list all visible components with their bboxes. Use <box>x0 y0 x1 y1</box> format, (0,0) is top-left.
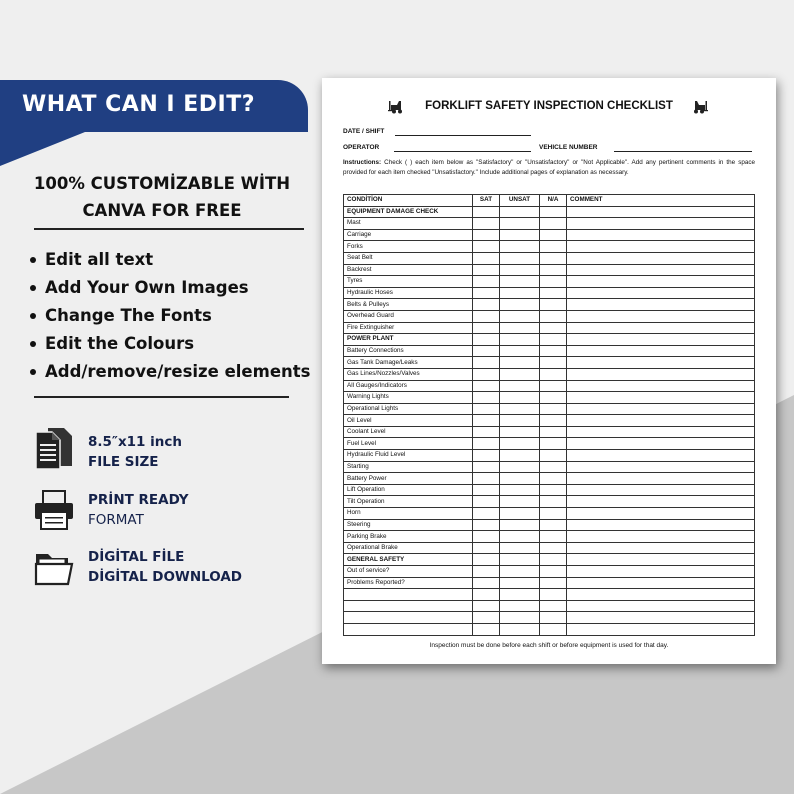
bullet-dot-icon <box>30 257 36 263</box>
printer-icon <box>34 490 74 530</box>
unsat-cell[interactable] <box>500 508 540 520</box>
comment-cell[interactable] <box>567 623 755 635</box>
table-row <box>344 241 755 253</box>
sat-cell[interactable] <box>473 531 500 543</box>
unsat-cell[interactable] <box>500 229 540 241</box>
sat-cell[interactable] <box>473 461 500 473</box>
unsat-cell[interactable] <box>500 426 540 438</box>
unsat-cell <box>500 554 540 566</box>
col-unsat: UNSAT <box>500 195 540 207</box>
table-row <box>344 577 755 589</box>
sat-cell <box>473 554 500 566</box>
na-cell[interactable] <box>540 438 567 450</box>
comment-cell[interactable] <box>567 403 755 415</box>
comment-cell[interactable] <box>567 450 755 462</box>
comment-cell[interactable] <box>567 473 755 485</box>
unsat-cell[interactable] <box>500 542 540 554</box>
bullet-dot-icon <box>30 313 36 319</box>
comment-cell[interactable] <box>567 438 755 450</box>
table-row <box>344 218 755 230</box>
comment-cell[interactable] <box>567 612 755 624</box>
condition-label: Fire Extinguisher <box>344 322 473 334</box>
comment-cell[interactable] <box>567 426 755 438</box>
condition-label: Warning Lights <box>344 392 473 404</box>
comment-cell[interactable] <box>567 357 755 369</box>
comment-cell[interactable] <box>567 600 755 612</box>
comment-cell[interactable] <box>567 566 755 578</box>
condition-label: Oil Level <box>344 415 473 427</box>
feature-print-ready: PRİNT READY FORMAT <box>88 492 189 528</box>
na-cell <box>540 334 567 346</box>
table-row <box>344 252 755 264</box>
bullet-dot-icon <box>30 285 36 291</box>
unsat-cell[interactable] <box>500 345 540 357</box>
sat-cell[interactable] <box>473 415 500 427</box>
unsat-cell[interactable] <box>500 496 540 508</box>
date-shift-line[interactable] <box>395 135 531 136</box>
bullet-dot-icon <box>30 369 36 375</box>
table-row <box>344 450 755 462</box>
comment-cell[interactable] <box>567 252 755 264</box>
comment-cell <box>567 334 755 346</box>
comment-cell[interactable] <box>567 484 755 496</box>
table-row <box>344 322 755 334</box>
table-row <box>344 426 755 438</box>
na-cell[interactable] <box>540 426 567 438</box>
comment-cell[interactable] <box>567 264 755 276</box>
table-row <box>344 600 755 612</box>
banner-title: WHAT CAN I EDIT? <box>22 92 255 117</box>
na-cell[interactable] <box>540 484 567 496</box>
na-cell[interactable] <box>540 450 567 462</box>
unsat-cell[interactable] <box>500 368 540 380</box>
table-row <box>344 380 755 392</box>
checklist-title: FORKLIFT SAFETY INSPECTION CHECKLIST <box>425 100 673 112</box>
na-cell[interactable] <box>540 322 567 334</box>
condition-label: Operational Lights <box>344 403 473 415</box>
na-cell[interactable] <box>540 496 567 508</box>
na-cell[interactable] <box>540 461 567 473</box>
condition-label: Fuel Level <box>344 438 473 450</box>
table-row <box>344 438 755 450</box>
unsat-cell[interactable] <box>500 438 540 450</box>
condition-label: Hydraulic Hoses <box>344 287 473 299</box>
na-cell[interactable] <box>540 519 567 531</box>
unsat-cell[interactable] <box>500 531 540 543</box>
unsat-cell[interactable] <box>500 450 540 462</box>
comment-cell <box>567 554 755 566</box>
unsat-cell[interactable] <box>500 276 540 288</box>
comment-cell[interactable] <box>567 310 755 322</box>
unsat-cell[interactable] <box>500 380 540 392</box>
bullet-item: Change The Fonts <box>30 302 310 330</box>
unsat-cell[interactable] <box>500 310 540 322</box>
na-cell[interactable] <box>540 600 567 612</box>
comment-cell <box>567 206 755 218</box>
vehicle-number-label: VEHICLE NUMBER <box>539 144 598 151</box>
unsat-cell[interactable] <box>500 403 540 415</box>
operator-label: OPERATOR <box>343 144 380 151</box>
comment-cell[interactable] <box>567 589 755 601</box>
na-cell[interactable] <box>540 368 567 380</box>
sat-cell[interactable] <box>473 368 500 380</box>
na-cell[interactable] <box>540 508 567 520</box>
na-cell[interactable] <box>540 380 567 392</box>
unsat-cell[interactable] <box>500 577 540 589</box>
bullet-dot-icon <box>30 341 36 347</box>
col-na: N/A <box>540 195 567 207</box>
condition-label: Problems Reported? <box>344 577 473 589</box>
table-row <box>344 612 755 624</box>
unsat-cell[interactable] <box>500 566 540 578</box>
na-cell[interactable] <box>540 623 567 635</box>
sat-cell[interactable] <box>473 380 500 392</box>
bullet-item: Edit all text <box>30 246 310 274</box>
na-cell[interactable] <box>540 310 567 322</box>
sat-cell[interactable] <box>473 566 500 578</box>
comment-cell[interactable] <box>567 519 755 531</box>
na-cell[interactable] <box>540 218 567 230</box>
condition-label <box>344 600 473 612</box>
unsat-cell[interactable] <box>500 357 540 369</box>
condition-label: Battery Connections <box>344 345 473 357</box>
unsat-cell[interactable] <box>500 473 540 485</box>
section-label: POWER PLANT <box>344 334 473 346</box>
bullet-item: Add Your Own Images <box>30 274 310 302</box>
unsat-cell[interactable] <box>500 600 540 612</box>
comment-cell[interactable] <box>567 322 755 334</box>
na-cell[interactable] <box>540 229 567 241</box>
table-row <box>344 531 755 543</box>
sat-cell[interactable] <box>473 519 500 531</box>
table-row <box>344 264 755 276</box>
na-cell[interactable] <box>540 403 567 415</box>
sat-cell <box>473 334 500 346</box>
comment-cell[interactable] <box>567 542 755 554</box>
na-cell[interactable] <box>540 542 567 554</box>
sat-cell[interactable] <box>473 577 500 589</box>
table-row <box>344 415 755 427</box>
unsat-cell[interactable] <box>500 484 540 496</box>
sat-cell[interactable] <box>473 276 500 288</box>
condition-label: Horn <box>344 508 473 520</box>
sat-cell[interactable] <box>473 438 500 450</box>
sat-cell[interactable] <box>473 600 500 612</box>
sat-cell[interactable] <box>473 252 500 264</box>
table-row <box>344 461 755 473</box>
sat-cell[interactable] <box>473 426 500 438</box>
table-row <box>344 229 755 241</box>
na-cell[interactable] <box>540 473 567 485</box>
condition-label <box>344 623 473 635</box>
comment-cell[interactable] <box>567 218 755 230</box>
subtitle-line-2: CANVA FOR FREE <box>82 201 242 220</box>
sat-cell[interactable] <box>473 310 500 322</box>
na-cell[interactable] <box>540 252 567 264</box>
na-cell[interactable] <box>540 345 567 357</box>
na-cell[interactable] <box>540 276 567 288</box>
instructions: Instructions: Check ( ) each item below as "Satisfactory" or "Unsatisfactory" or "Not Applicable". Add any pertinent comments in the space provided for each item checked "Unsatisfactory." Include additional pages of explanation as necessary. <box>343 159 756 177</box>
sat-cell[interactable] <box>473 623 500 635</box>
sat-cell[interactable] <box>473 218 500 230</box>
condition-label: Tilt Operation <box>344 496 473 508</box>
sat-cell[interactable] <box>473 450 500 462</box>
na-cell[interactable] <box>540 589 567 601</box>
unsat-cell <box>500 206 540 218</box>
col-sat: SAT <box>473 195 500 207</box>
comment-cell[interactable] <box>567 508 755 520</box>
divider-bottom <box>34 396 289 398</box>
sat-cell[interactable] <box>473 241 500 253</box>
comment-cell[interactable] <box>567 287 755 299</box>
na-cell <box>540 206 567 218</box>
comment-cell[interactable] <box>567 368 755 380</box>
section-row <box>344 554 755 566</box>
condition-label: Steering <box>344 519 473 531</box>
condition-label: Hydraulic Fluid Level <box>344 450 473 462</box>
condition-label: Tyres <box>344 276 473 288</box>
table-row <box>344 392 755 404</box>
na-cell <box>540 554 567 566</box>
table-header-row <box>344 195 755 207</box>
table-row <box>344 357 755 369</box>
unsat-cell[interactable] <box>500 218 540 230</box>
unsat-cell[interactable] <box>500 287 540 299</box>
comment-cell[interactable] <box>567 345 755 357</box>
unsat-cell[interactable] <box>500 612 540 624</box>
feature-digital-file: DİGİTAL FİLE DİGİTAL DOWNLOAD <box>88 549 243 585</box>
table-row <box>344 276 755 288</box>
condition-label: Operational Brake <box>344 542 473 554</box>
condition-label: Forks <box>344 241 473 253</box>
table-row <box>344 542 755 554</box>
na-cell[interactable] <box>540 264 567 276</box>
na-cell[interactable] <box>540 287 567 299</box>
unsat-cell[interactable] <box>500 241 540 253</box>
na-cell[interactable] <box>540 415 567 427</box>
date-shift-label: DATE / SHIFT <box>343 128 385 135</box>
comment-cell[interactable] <box>567 496 755 508</box>
checklist-page <box>322 78 776 664</box>
condition-label: Starting <box>344 461 473 473</box>
condition-label: Coolant Level <box>344 426 473 438</box>
condition-label: Belts & Pulleys <box>344 299 473 311</box>
sat-cell[interactable] <box>473 473 500 485</box>
table-row <box>344 368 755 380</box>
na-cell[interactable] <box>540 299 567 311</box>
condition-label: Out of service? <box>344 566 473 578</box>
sat-cell[interactable] <box>473 484 500 496</box>
comment-cell[interactable] <box>567 392 755 404</box>
unsat-cell[interactable] <box>500 322 540 334</box>
section-row <box>344 206 755 218</box>
condition-label: Battery Power <box>344 473 473 485</box>
comment-cell[interactable] <box>567 531 755 543</box>
unsat-cell[interactable] <box>500 299 540 311</box>
table-row <box>344 310 755 322</box>
divider-top <box>34 228 304 230</box>
condition-label: Lift Operation <box>344 484 473 496</box>
footer-note: Inspection must be done before each shift or before equipment is used for that day. <box>429 642 669 649</box>
table-row <box>344 508 755 520</box>
unsat-cell[interactable] <box>500 415 540 427</box>
folder-icon <box>34 550 74 586</box>
bullet-item: Add/remove/resize elements <box>30 358 310 386</box>
sat-cell <box>473 206 500 218</box>
na-cell[interactable] <box>540 612 567 624</box>
condition-label: Carriage <box>344 229 473 241</box>
unsat-cell[interactable] <box>500 392 540 404</box>
na-cell[interactable] <box>540 566 567 578</box>
subtitle-line-1: 100% CUSTOMİZABLE WİTH <box>33 174 291 193</box>
na-cell[interactable] <box>540 577 567 589</box>
sat-cell[interactable] <box>473 403 500 415</box>
unsat-cell[interactable] <box>500 252 540 264</box>
condition-label: Seat Belt <box>344 252 473 264</box>
unsat-cell[interactable] <box>500 264 540 276</box>
condition-label <box>344 589 473 601</box>
condition-label: Gas Lines/Nozzles/Valves <box>344 368 473 380</box>
comment-cell[interactable] <box>567 299 755 311</box>
sat-cell[interactable] <box>473 299 500 311</box>
na-cell[interactable] <box>540 357 567 369</box>
table-row <box>344 403 755 415</box>
promo-banner-tail <box>0 130 90 166</box>
condition-label: Gas Tank Damage/Leaks <box>344 357 473 369</box>
sat-cell[interactable] <box>473 589 500 601</box>
table-row <box>344 299 755 311</box>
section-row <box>344 334 755 346</box>
comment-cell[interactable] <box>567 415 755 427</box>
table-row <box>344 623 755 635</box>
sat-cell[interactable] <box>473 542 500 554</box>
table-row <box>344 496 755 508</box>
comment-cell[interactable] <box>567 380 755 392</box>
table-row <box>344 484 755 496</box>
condition-label: Backrest <box>344 264 473 276</box>
comment-cell[interactable] <box>567 461 755 473</box>
table-row <box>344 519 755 531</box>
unsat-cell[interactable] <box>500 461 540 473</box>
condition-label: All Gauges/Indicators <box>344 380 473 392</box>
sat-cell[interactable] <box>473 392 500 404</box>
unsat-cell[interactable] <box>500 589 540 601</box>
unsat-cell[interactable] <box>500 519 540 531</box>
table-row <box>344 566 755 578</box>
sat-cell[interactable] <box>473 612 500 624</box>
unsat-cell <box>500 334 540 346</box>
unsat-cell[interactable] <box>500 623 540 635</box>
table-row <box>344 287 755 299</box>
table-row <box>344 589 755 601</box>
sat-cell[interactable] <box>473 345 500 357</box>
na-cell[interactable] <box>540 392 567 404</box>
sat-cell[interactable] <box>473 322 500 334</box>
na-cell[interactable] <box>540 241 567 253</box>
sat-cell[interactable] <box>473 496 500 508</box>
col-comment: COMMENT <box>567 195 755 207</box>
operator-line[interactable] <box>394 151 531 152</box>
feature-bullet-list <box>30 246 310 386</box>
comment-cell[interactable] <box>567 229 755 241</box>
comment-cell[interactable] <box>567 577 755 589</box>
condition-label: Overhead Guard <box>344 310 473 322</box>
table-row <box>344 345 755 357</box>
checklist-body <box>344 206 755 635</box>
sat-cell[interactable] <box>473 508 500 520</box>
condition-label: Mast <box>344 218 473 230</box>
condition-label: Parking Brake <box>344 531 473 543</box>
sat-cell[interactable] <box>473 264 500 276</box>
bullet-item: Edit the Colours <box>30 330 310 358</box>
section-label: GENERAL SAFETY <box>344 554 473 566</box>
comment-cell[interactable] <box>567 276 755 288</box>
comment-cell[interactable] <box>567 241 755 253</box>
section-label: EQUIPMENT DAMAGE CHECK <box>344 206 473 218</box>
col-condition: CONDİTİON <box>344 195 473 207</box>
forklift-icon <box>692 100 708 114</box>
sat-cell[interactable] <box>473 229 500 241</box>
sat-cell[interactable] <box>473 287 500 299</box>
sat-cell[interactable] <box>473 357 500 369</box>
vehicle-number-line[interactable] <box>614 151 752 152</box>
feature-file-size: 8.5″x11 inch FILE SIZE <box>88 434 182 470</box>
na-cell[interactable] <box>540 531 567 543</box>
document-icon <box>34 426 74 470</box>
table-row <box>344 473 755 485</box>
condition-label <box>344 612 473 624</box>
checklist-table <box>343 194 755 636</box>
